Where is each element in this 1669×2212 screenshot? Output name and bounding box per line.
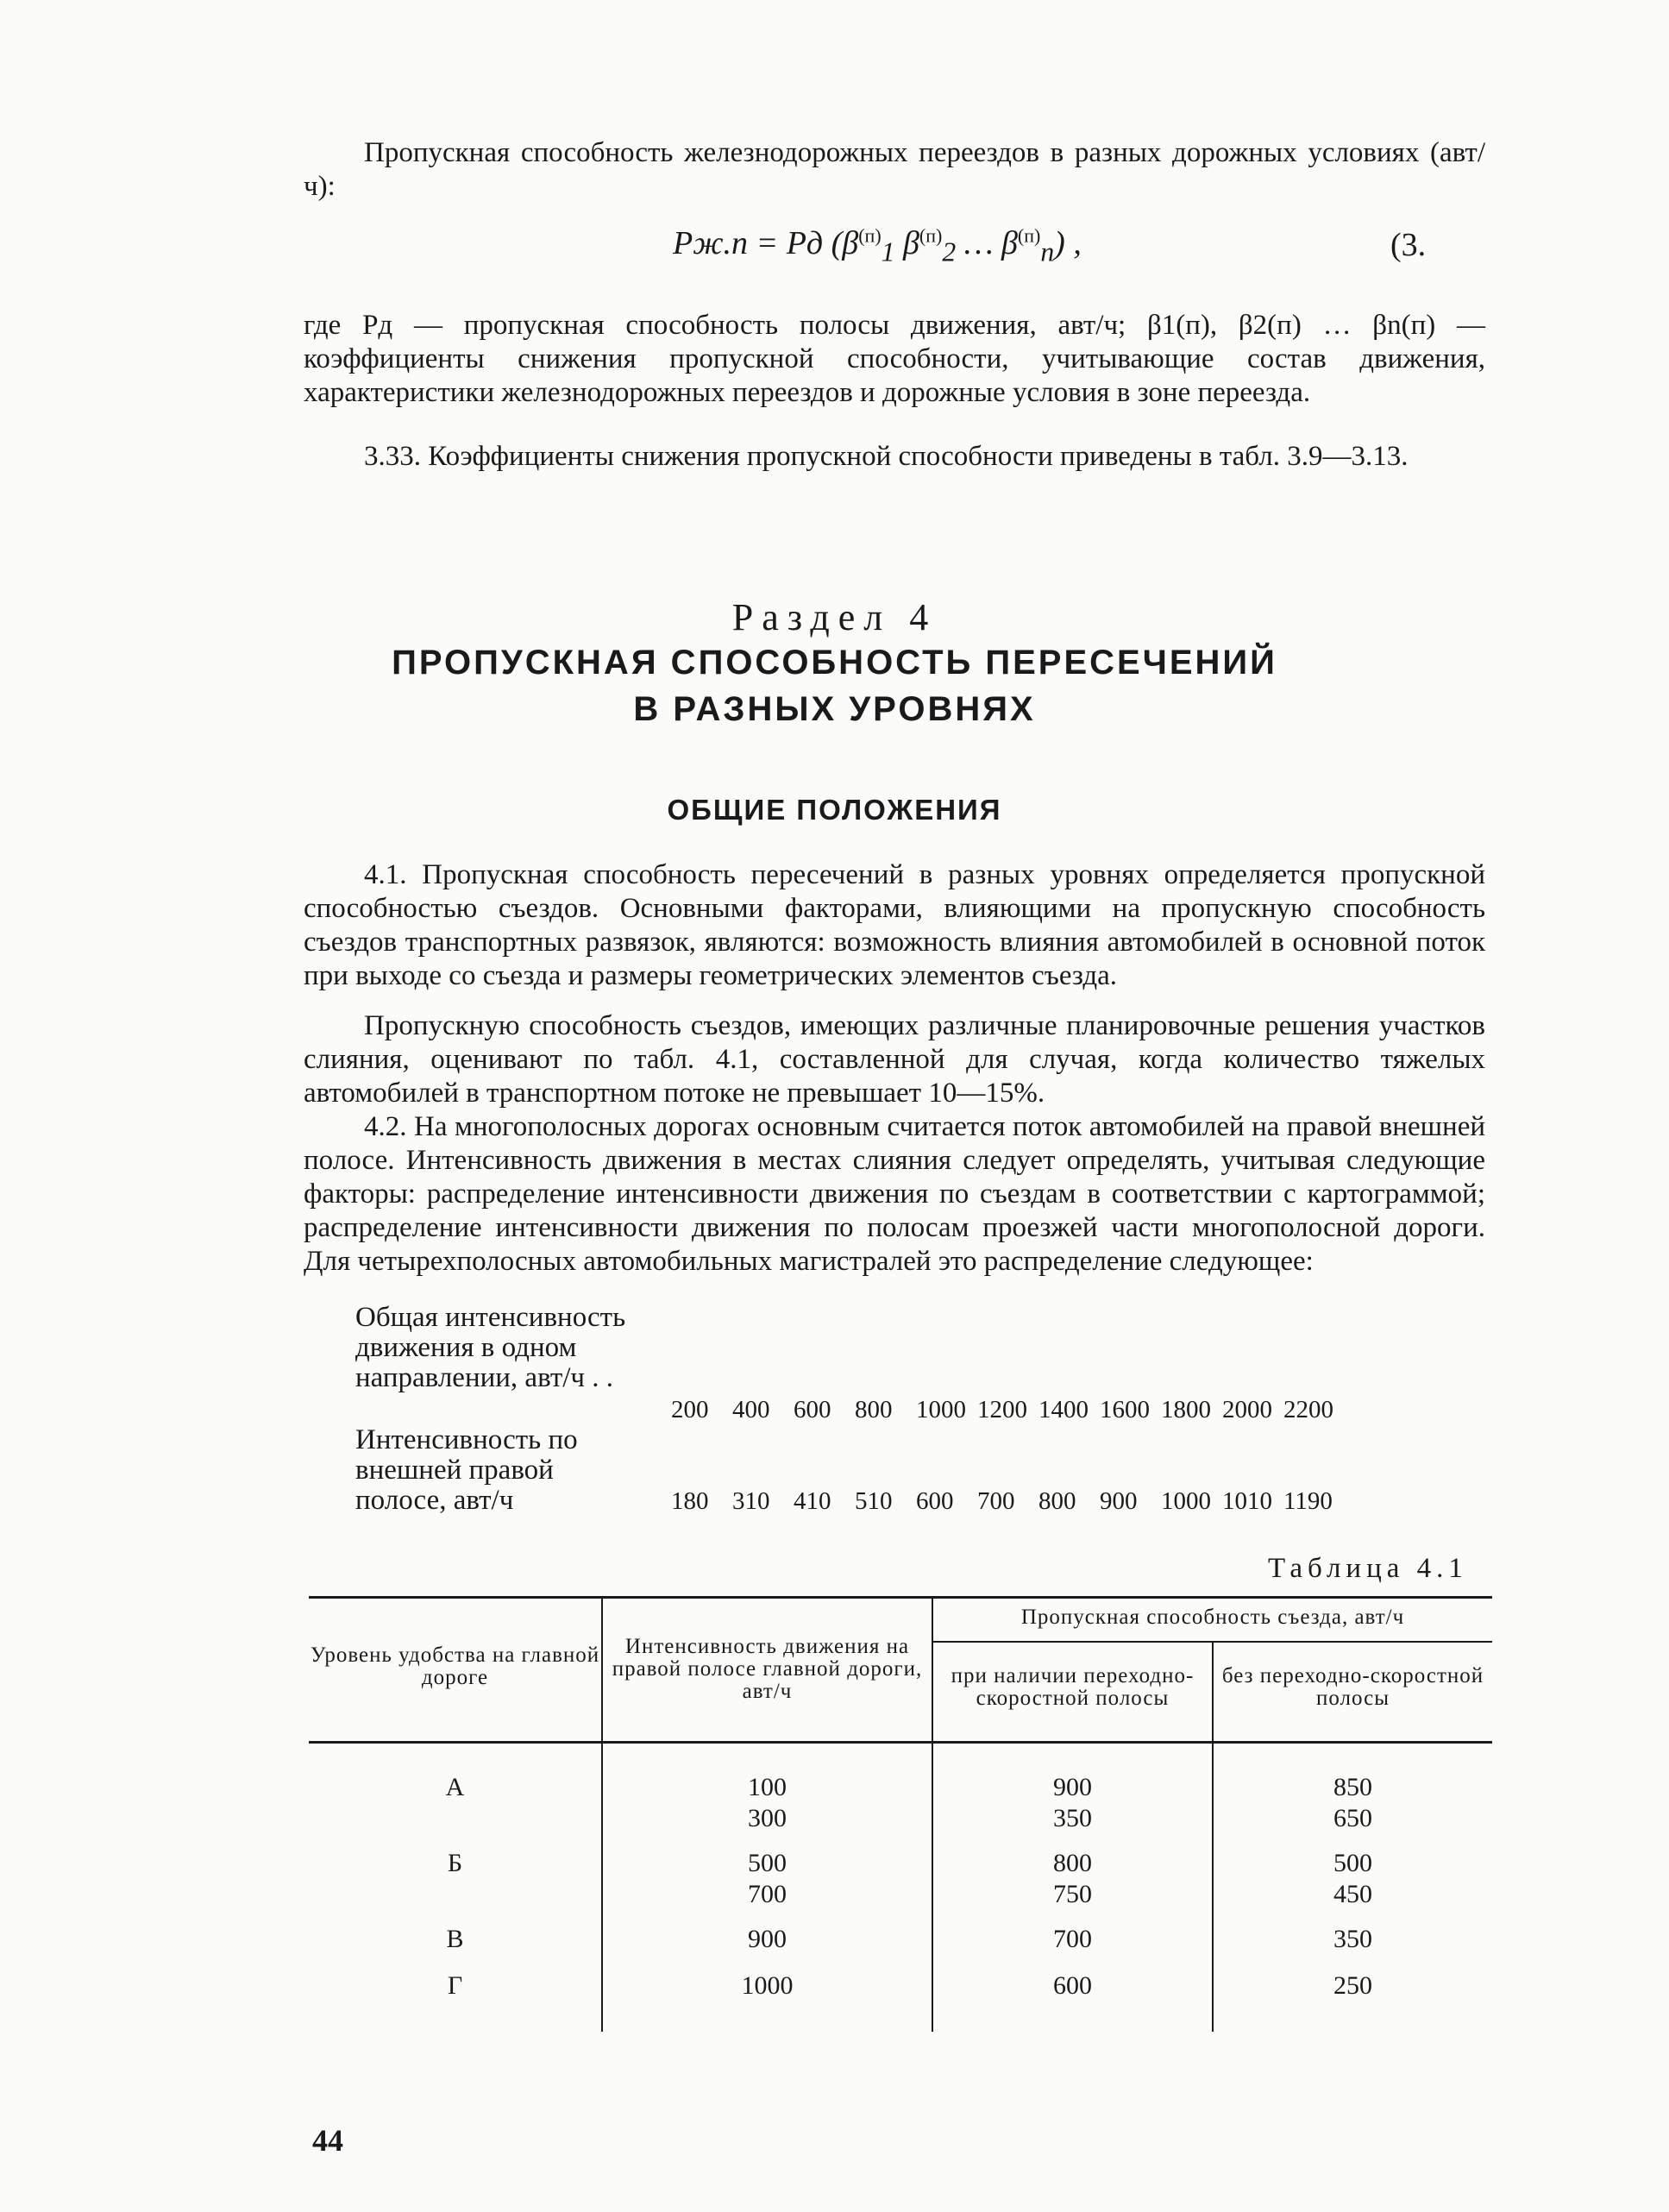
table-cell-level: Б: [447, 1849, 463, 1877]
paragraph-4-1: 4.1. Пропускная способность пересечений в разных уровнях определяется пропускной способностью съездов. Основными факторами, влияющими на пропускную способность съездов транспортных развязок, являются: возможность влияния автомобилей в основной поток при выходе со съезда и размеры геометрических элементов съезда.: [304, 859, 1485, 991]
page-number: 44: [312, 2123, 343, 2158]
distribution-row-1-values: [671, 1396, 1345, 1424]
formula-sup: (п): [1017, 224, 1041, 247]
table-cell-with-lane: 900: [1053, 1773, 1092, 1801]
table-cell-with-lane: 600: [1053, 1971, 1092, 2000]
distribution-value: 800: [855, 1396, 893, 1423]
distribution-value: 2200: [1283, 1396, 1333, 1423]
formula-sub: n: [1040, 236, 1055, 267]
table-header-intensity: Интенсивность движения на правой полосе главной дороги, авт/ч: [612, 1635, 923, 1703]
table-cell-with-lane: 350: [1053, 1804, 1092, 1832]
distribution-value: 1000: [1161, 1487, 1211, 1515]
distribution-value: 180: [671, 1487, 709, 1515]
distribution-value: 900: [1100, 1487, 1138, 1515]
table-top-rule: [309, 1596, 1492, 1599]
distribution-value: 510: [855, 1487, 893, 1515]
section-title-line-2: В РАЗНЫХ УРОВНЯХ: [633, 690, 1036, 728]
distribution-row-1-label: Общая интенсивность движения в одном направлении, авт/ч . .: [355, 1302, 626, 1393]
section-label: Раздел 4: [731, 596, 938, 638]
table-cell-intensity: 1000: [741, 1971, 794, 2000]
table-cell-without-lane: 500: [1333, 1849, 1372, 1877]
formula-beta: β: [902, 225, 919, 261]
distribution-value: 400: [732, 1396, 770, 1423]
distribution-value: 1010: [1222, 1487, 1272, 1515]
paragraph-3-33: 3.33. Коэффициенты снижения пропускной способности приведены в табл. 3.9—3.13.: [364, 441, 1409, 472]
distribution-value: 1190: [1283, 1487, 1333, 1515]
table-cell-level: А: [445, 1773, 465, 1801]
distribution-value: 2000: [1222, 1396, 1272, 1423]
table-cell-without-lane: 650: [1333, 1804, 1372, 1832]
distribution-value: 1000: [916, 1396, 966, 1423]
distribution-value: 1800: [1161, 1396, 1211, 1423]
table-cell-intensity: 700: [748, 1880, 787, 1908]
distribution-value: 600: [916, 1487, 954, 1515]
paragraph-4-2: 4.2. На многополосных дорогах основным считается поток автомобилей на правой внешней полосе. Интенсивность движения в местах слияния следует определять, учитывая следующие факторы: распределение интенсивности движения по съездам в соответствии с картограммой; распределение интенсивности движения по полосам проезжей части многополосной дороги. Для четырехполосных автомобильных магистралей это распределение следующее:: [304, 1111, 1485, 1277]
table-caption: Таблица 4.1: [1268, 1553, 1468, 1584]
table-cell-intensity: 500: [748, 1849, 787, 1877]
table-cell-with-lane: 700: [1053, 1925, 1092, 1953]
formula-lhs: Pж.п = Pд (β: [673, 225, 859, 261]
intro-paragraph: Пропускная способность железнодорожных переездов в разных дорожных условиях (авт/ч):: [304, 137, 1485, 202]
table-cell-intensity: 900: [748, 1925, 787, 1953]
formula-sub: 1: [881, 236, 895, 267]
table-header-level: Уровень удобства на главной дороге: [310, 1643, 600, 1689]
distribution-value: 800: [1038, 1487, 1076, 1515]
distribution-value: 1600: [1100, 1396, 1150, 1423]
where-paragraph: где Pд — пропускная способность полосы движения, авт/ч; β1(п), β2(п) … βn(п) — коэффициенты снижения пропускной способности, учитывающие состав движения, характеристики железнодорожных переездов и дорожные условия в зоне переезда.: [304, 310, 1485, 408]
equation-number: (3.: [1390, 227, 1427, 263]
table-cell-without-lane: 450: [1333, 1880, 1372, 1908]
section-title-line-1: ПРОПУСКНАЯ СПОСОБНОСТЬ ПЕРЕСЕЧЕНИЙ: [392, 644, 1277, 682]
formula-sup: (п): [858, 224, 882, 247]
table-cell-level: Г: [447, 1971, 463, 2000]
distribution-value: 410: [794, 1487, 831, 1515]
table-cell-level: В: [446, 1925, 464, 1953]
distribution-value: 310: [732, 1487, 770, 1515]
paragraph-4-1-cont: Пропускную способность съездов, имеющих различные планировочные решения участков слияния, оценивают по табл. 4.1, составленной для случая, когда количество тяжелых автомобилей в транспортном потоке не превышает 10—15%.: [304, 1010, 1485, 1109]
formula-dots: … β: [963, 225, 1018, 261]
table-cell-without-lane: 350: [1333, 1925, 1372, 1953]
distribution-row-2-label: Интенсивность по внешней правой полосе, авт/ч: [355, 1424, 578, 1516]
table-cell-intensity: 300: [748, 1804, 787, 1832]
table-header-rule: [309, 1741, 1492, 1744]
distribution-value: 700: [977, 1487, 1015, 1515]
table-cell-without-lane: 250: [1333, 1971, 1372, 2000]
table-cell-with-lane: 750: [1053, 1880, 1092, 1908]
distribution-row-2-values: [671, 1487, 1345, 1516]
table-cell-without-lane: 850: [1333, 1773, 1372, 1801]
table-header-without-lane: без переходно-скоростной полосы: [1221, 1664, 1484, 1710]
subsection-title: ОБЩИЕ ПОЛОЖЕНИЯ: [667, 794, 1002, 826]
distribution-value: 1200: [977, 1396, 1027, 1423]
distribution-value: 200: [671, 1396, 709, 1423]
distribution-value: 600: [794, 1396, 831, 1423]
formula-close: ) ,: [1054, 225, 1082, 261]
table-header-with-lane: при наличии переходно-скоростной полосы: [951, 1664, 1195, 1710]
table-cell-intensity: 100: [748, 1773, 787, 1801]
formula: [673, 224, 1082, 268]
table-cell-with-lane: 800: [1053, 1849, 1092, 1877]
table-header-capacity-group: Пропускная способность съезда, авт/ч: [1020, 1606, 1405, 1629]
distribution-value: 1400: [1038, 1396, 1089, 1423]
formula-sup: (п): [919, 224, 943, 247]
formula-sub: 2: [942, 236, 957, 267]
